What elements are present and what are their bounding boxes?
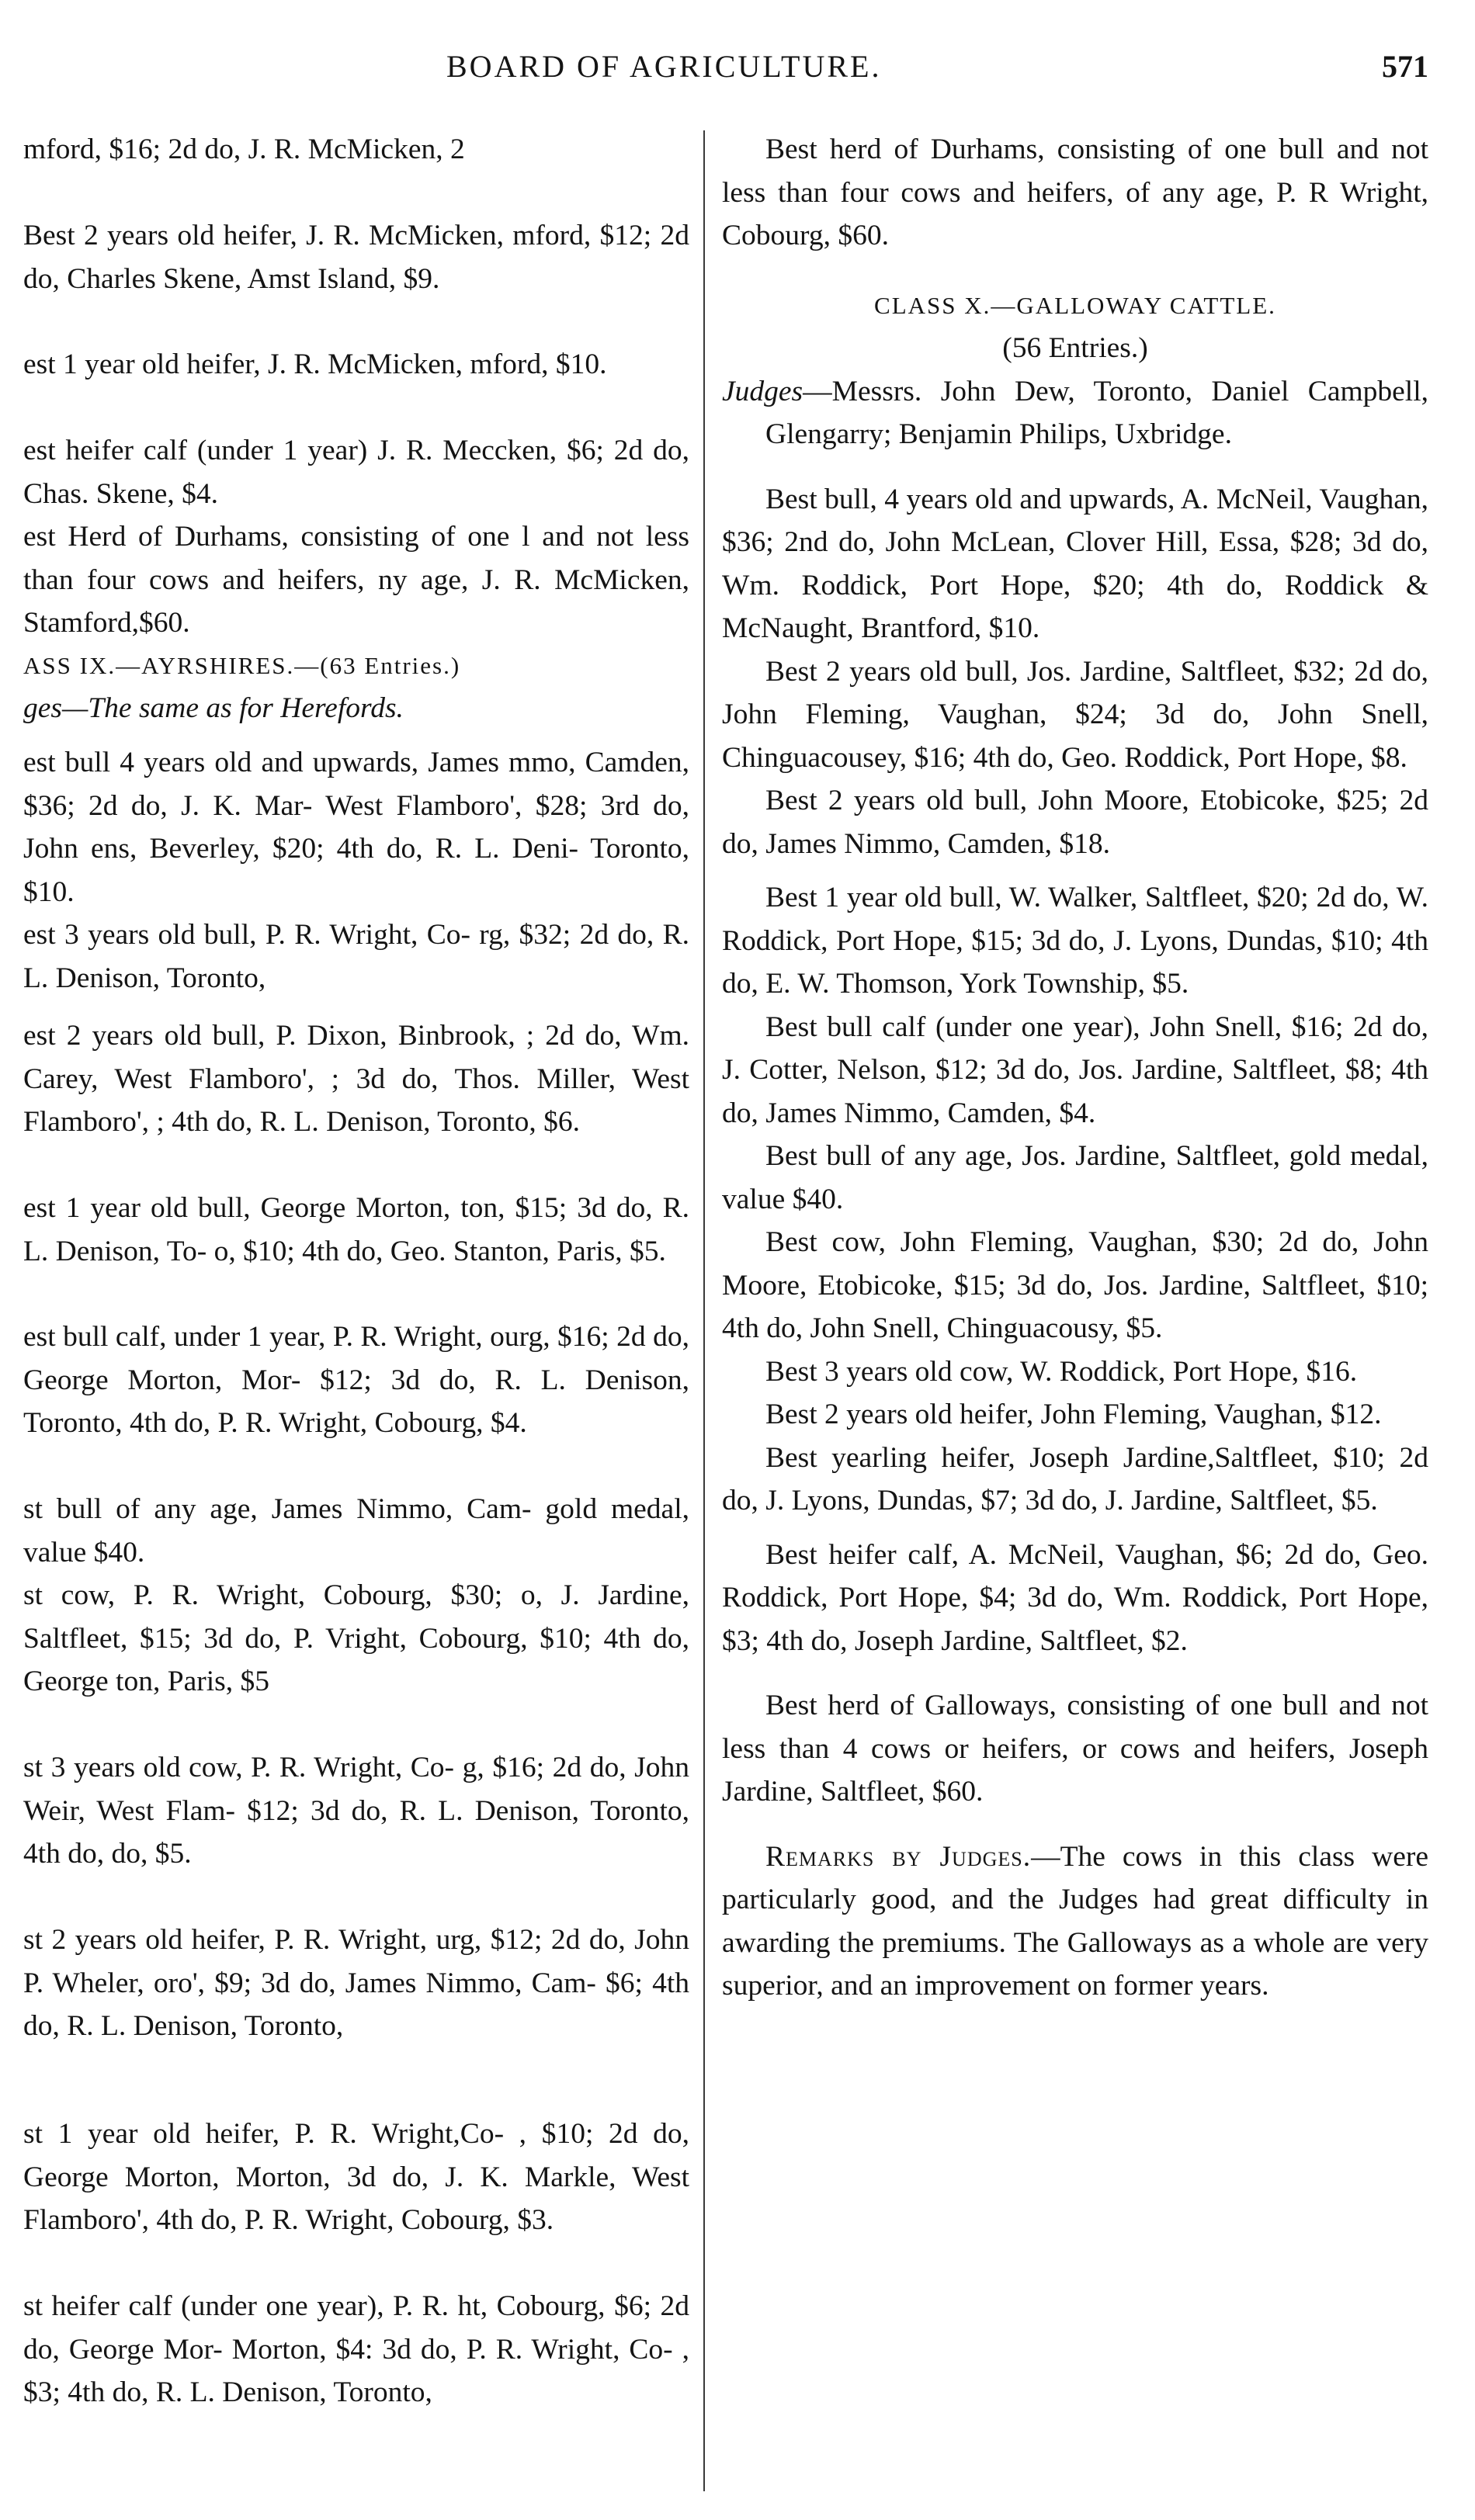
left-paragraph: est heifer calf (under 1 year) J. R. Meccken, $6; 2d do, Chas. Skene, $4. <box>23 435 689 510</box>
left-paragraph: st heifer calf (under one year), P. R. ht, Cobourg, $6; 2d do, George Mor- Morton, $4: 3d do, P. R. Wright, Co- , $3; 4th do, R. L. Denison, Toronto, <box>23 2290 689 2408</box>
column-divider <box>703 130 705 2491</box>
award-paragraph: Best bull of any age, Jos. Jardine, Saltfleet, gold medal, value $40. <box>722 1140 1428 1215</box>
left-paragraph: est bull 4 years old and upwards, James mmo, Camden, $36; 2d do, J. K. Mar- West Flamboro', $28; 3rd do, John ens, Beverley, $20; 4th do, R. L. Deni- Toronto, $10. <box>23 747 689 908</box>
award-paragraph: Best bull, 4 years old and upwards, A. McNeil, Vaughan, $36; 2nd do, John McLean, Clover Hill, Essa, $28; 3d do, Wm. Roddick, Port Hope, $20; 4th do, Roddick & McNaught, Brantford, $10. <box>722 483 1428 644</box>
award-paragraph: Best 2 years old bull, John Moore, Etobicoke, $25; 2d do, James Nimmo, Camden, $18. <box>722 785 1428 860</box>
left-paragraph: st cow, P. R. Wright, Cobourg, $30; o, J. Jardine, Saltfleet, $15; 3d do, P. Vright, Cobourg, $10; 4th do, George ton, Paris, $5 <box>23 1579 689 1697</box>
left-paragraph: st 1 year old heifer, P. R. Wright,Co- , $10; 2d do, George Morton, Morton, 3d do, J. K. Markle, West Flamboro', 4th do, P. R. Wright, Cobourg, $3. <box>23 2118 689 2236</box>
award-paragraph: Best cow, John Fleming, Vaughan, $30; 2d do, John Moore, Etobicoke, $15; 3d do, Jos. Jardine, Saltfleet, $10; 4th do, John Snell, Chinguacousy, $5. <box>722 1226 1428 1344</box>
judges-text: —Messrs. John Dew, Toronto, Daniel Campbell, Glengarry; Benjamin Philips, Uxbridge. <box>765 375 1428 450</box>
left-class-heading: ASS IX.—AYRSHIRES.—(63 Entries.) <box>23 652 461 679</box>
remarks-label: Remarks by Judges. <box>765 1840 1032 1873</box>
left-column <box>23 128 689 2457</box>
left-paragraph: st 3 years old cow, P. R. Wright, Co- g, $16; 2d do, John Weir, West Flam- $12; 3d do, R. L. Denison, Toronto, 4th do, do, $5. <box>23 1752 689 1870</box>
award-paragraph: Best herd of Galloways, consisting of one bull and not less than 4 cows or heifers, or cows and heifers, Joseph Jardine, Saltfleet, $60. <box>722 1690 1428 1808</box>
award-paragraph: Best 2 years old heifer, John Fleming, Vaughan, $12. <box>765 1399 1382 1430</box>
page-title: BOARD OF AGRICULTURE. <box>446 49 882 84</box>
award-paragraph: Best heifer calf, A. McNeil, Vaughan, $6; 2d do, Geo. Roddick, Port Hope, $4; 3d do, Wm. Roddick, Port Hope, $3; 4th do, Joseph Jardine, Saltfleet, $2. <box>722 1538 1428 1657</box>
left-paragraph: est 1 year old heifer, J. R. McMicken, mford, $10. <box>23 348 607 380</box>
left-paragraph: est Herd of Durhams, consisting of one l and not less than four cows and heifers, ny age, J. R. McMicken, Stamford,$60. <box>23 521 689 639</box>
page-number: 571 <box>1382 49 1428 84</box>
remarks-text: —The cows in this class were particularly good, and the Judges had great difficulty in awarding the premiums. The Galloways as a whole are very superior, and an improvement on former years. <box>722 1840 1428 2002</box>
durham-herd-paragraph: Best herd of Durhams, consisting of one bull and not less than four cows and heifers, of any age, P. R Wright, Cobourg, $60. <box>722 133 1428 251</box>
award-paragraph: Best yearling heifer, Joseph Jardine,Saltfleet, $10; 2d do, J. Lyons, Dundas, $7; 3d do, J. Jardine, Saltfleet, $5. <box>722 1441 1428 1517</box>
left-paragraph: st 2 years old heifer, P. R. Wright, urg, $12; 2d do, John P. Wheler, oro', $9; 3d do, James Nimmo, Cam- $6; 4th do, R. L. Denison, Toronto, <box>23 1924 689 2042</box>
judges-label: Judges <box>722 375 803 407</box>
remarks-paragraph <box>722 1835 1428 2008</box>
left-paragraph: est 1 year old bull, George Morton, ton, $15; 3d do, R. L. Denison, To- o, $10; 4th do, Geo. Stanton, Paris, $5. <box>23 1192 689 1267</box>
left-paragraph: st bull of any age, James Nimmo, Cam- gold medal, value $40. <box>23 1493 689 1569</box>
running-head <box>0 48 1475 95</box>
left-judges-line: ges—The same as for Herefords. <box>23 692 404 724</box>
left-paragraph: Best 2 years old heifer, J. R. McMicken, mford, $12; 2d do, Charles Skene, Amst Island, $9. <box>23 220 689 295</box>
left-paragraph: est bull calf, under 1 year, P. R. Wright, ourg, $16; 2d do, George Morton, Mor- $12; 3d do, R. L. Denison, Toronto, 4th do, P. R. Wright, Cobourg, $4. <box>23 1321 689 1439</box>
award-paragraph: Best 3 years old cow, W. Roddick, Port Hope, $16. <box>765 1355 1358 1388</box>
entries-count: (56 Entries.) <box>1002 332 1148 364</box>
right-column <box>722 128 1428 2008</box>
left-paragraph: mford, $16; 2d do, J. R. McMicken, 2 <box>23 133 465 165</box>
class-heading: CLASS X.—GALLOWAY CATTLE. <box>874 291 1276 319</box>
judges-paragraph <box>722 370 1428 456</box>
award-paragraph: Best bull calf (under one year), John Snell, $16; 2d do, J. Cotter, Nelson, $12; 3d do, Jos. Jardine, Saltfleet, $8; 4th do, James Nimmo, Camden, $4. <box>722 1010 1428 1129</box>
award-paragraph: Best 1 year old bull, W. Walker, Saltfleet, $20; 2d do, W. Roddick, Port Hope, $15; 3d do, J. Lyons, Dundas, $10; 4th do, E. W. Thomson, York Township, $5. <box>722 882 1428 1000</box>
left-paragraph: est 2 years old bull, P. Dixon, Binbrook, ; 2d do, Wm. Carey, West Flamboro', ; 3d do, Thos. Miller, West Flamboro', ; 4th do, R. L. Denison, Toronto, $6. <box>23 1020 689 1138</box>
left-paragraph: est 3 years old bull, P. R. Wright, Co- rg, $32; 2d do, R. L. Denison, Toronto, <box>23 919 689 994</box>
award-paragraph: Best 2 years old bull, Jos. Jardine, Saltfleet, $32; 2d do, John Fleming, Vaughan, $24; 3d do, John Snell, Chinguacousey, $16; 4th do, Geo. Roddick, Port Hope, $8. <box>722 655 1428 774</box>
